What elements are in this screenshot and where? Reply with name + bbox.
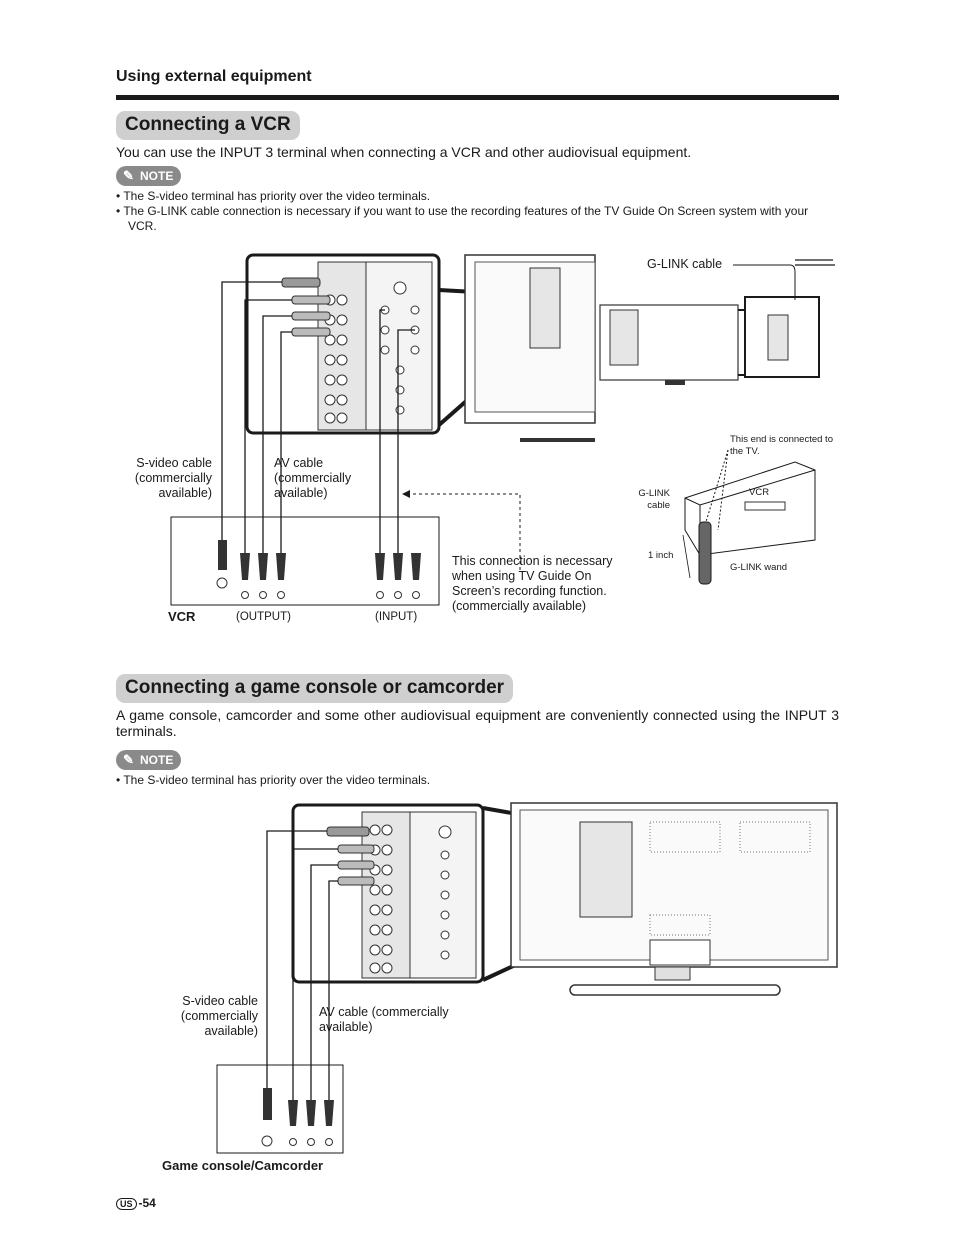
vcr-note-list [116, 189, 839, 234]
note-item: • The S-video terminal has priority over the video terminals. [116, 189, 431, 203]
tv-rear-small [600, 297, 819, 385]
vcr-section-title: Connecting a VCR [116, 111, 300, 140]
note-item: • The G-LINK cable connection is necessary if you want to use the recording features of the TV Guide On Screen system with your VCR. [116, 204, 809, 233]
note-label: NOTE [140, 753, 174, 767]
game-connection-diagram [0, 800, 954, 1160]
tv-rear-view [511, 803, 837, 995]
vcr-av-cable-label: AV cable (commercially available) [274, 456, 352, 500]
glink-cable-label: G-LINK cable [647, 257, 723, 271]
page-number [116, 1196, 156, 1210]
page-number-text: -54 [138, 1196, 156, 1210]
note-label: NOTE [140, 169, 174, 183]
vcr-output-label: (OUTPUT) [236, 611, 291, 623]
tv-rear-view [465, 255, 595, 442]
glink-detail-cable-label: G-LINK cable [638, 488, 670, 511]
glink-vcr-label: VCR [749, 487, 770, 498]
note-item-text: The S-video terminal has priority over the video terminals. [123, 189, 431, 203]
game-svideo-cable-label: S-video cable (commercially available) [180, 994, 258, 1038]
vcr-note-badge [116, 166, 181, 186]
game-console-device [217, 1065, 343, 1153]
game-intro-text: A game console, camcorder and some other audiovisual equipment are conveniently connected using the INPUT 3 terminals. [116, 707, 839, 739]
game-note-list [116, 773, 839, 788]
game-section-title: Connecting a game console or camcorder [116, 674, 513, 703]
glink-inch-label: 1 inch [648, 550, 674, 561]
tv-guide-connection-note: This connection is necessary when using TV Guide On Screen’s recording function. (commercially available) [452, 554, 613, 613]
note-item-text: The G-LINK cable connection is necessary if you want to use the recording features of the TV Guide On Screen system with your VCR. [123, 204, 809, 233]
note-item: • The S-video terminal has priority over the video terminals. [116, 773, 431, 787]
vcr-device-label: VCR [168, 609, 196, 624]
header-rule [116, 95, 839, 100]
vcr-svideo-cable-label: S-video cable (commercially available) [134, 456, 212, 500]
game-note-badge [116, 750, 181, 770]
region-badge: US [116, 1198, 137, 1210]
section-label: Using external equipment [116, 68, 312, 85]
glink-tv-end-label: This end is connected to the TV. [730, 434, 833, 457]
pencil-icon: ✎ [123, 168, 134, 183]
glink-wand-label: G-LINK wand [730, 562, 788, 573]
pencil-icon: ✎ [123, 752, 134, 767]
game-av-cable-label: AV cable (commercially available) [319, 1005, 449, 1034]
game-device-label: Game console/Camcorder [162, 1158, 324, 1173]
vcr-input-label: (INPUT) [375, 611, 418, 623]
vcr-device [171, 517, 439, 605]
note-item-text: The S-video terminal has priority over the video terminals. [123, 773, 431, 787]
vcr-intro-text: You can use the INPUT 3 terminal when connecting a VCR and other audiovisual equipment. [116, 144, 692, 160]
